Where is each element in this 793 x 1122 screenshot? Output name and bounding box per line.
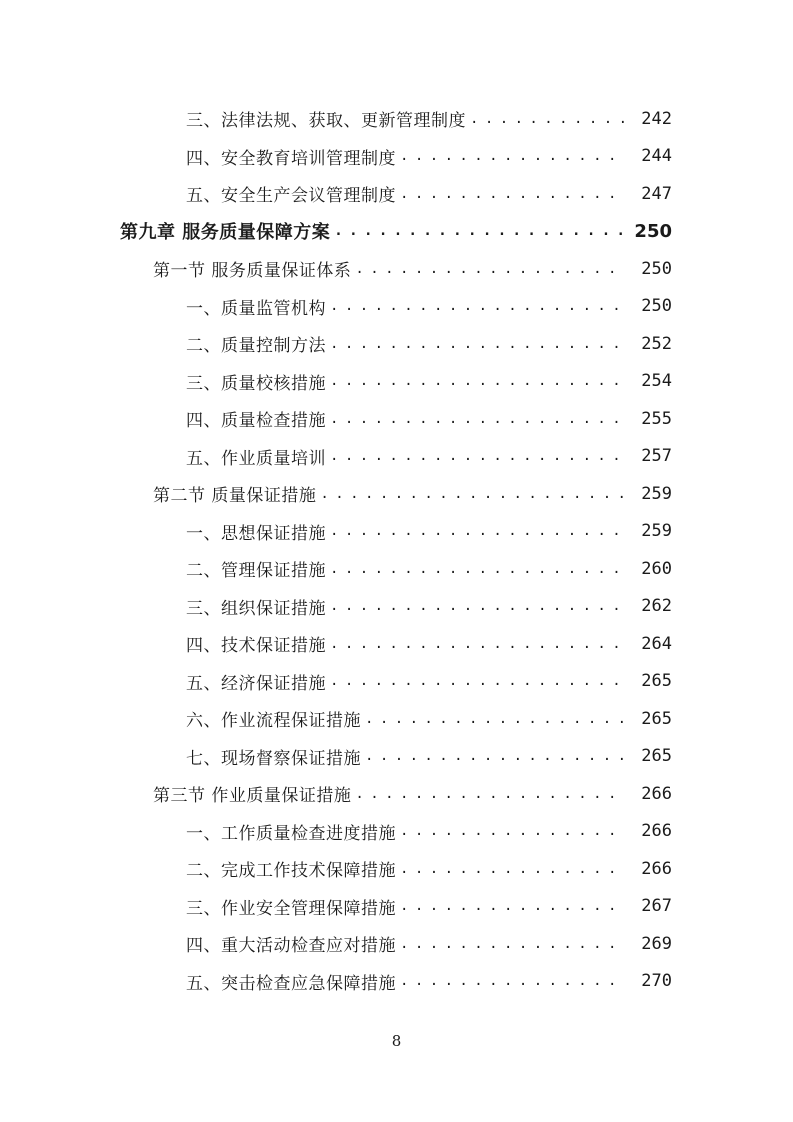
toc-entry-page: 250 [634, 220, 672, 242]
toc-entry-page: 269 [641, 933, 672, 954]
toc-entry-page: 267 [641, 896, 672, 917]
toc-chapter-entry[interactable] [0, 213, 793, 251]
toc-entry-title: 一、思想保证措施 [186, 523, 326, 544]
toc-entry-title: 第九章 服务质量保障方案 [120, 222, 331, 244]
toc-entry-title: 三、作业安全管理保障措施 [186, 898, 396, 919]
toc-dot-leader [365, 748, 626, 764]
toc-entry-page: 266 [641, 858, 672, 879]
toc-item-entry[interactable] [0, 325, 793, 363]
toc-entry-title: 二、完成工作技术保障措施 [186, 861, 396, 882]
toc-item-entry[interactable] [0, 850, 793, 888]
toc-entry-page: 270 [641, 971, 672, 992]
toc-entry-page: 259 [641, 483, 672, 504]
toc-dot-leader [330, 336, 626, 352]
toc-item-entry[interactable] [0, 513, 793, 551]
toc-dot-leader [330, 411, 626, 427]
toc-entry-title: 二、管理保证措施 [186, 561, 326, 582]
toc-entry-title: 四、技术保证措施 [186, 636, 326, 657]
toc-item-entry[interactable] [0, 550, 793, 588]
toc-item-entry[interactable] [0, 400, 793, 438]
toc-dot-leader [355, 261, 626, 277]
toc-entry-title: 四、重大活动检查应对措施 [186, 936, 396, 957]
toc-item-entry[interactable] [0, 738, 793, 776]
toc-entry-page: 250 [641, 296, 672, 317]
toc-item-entry[interactable] [0, 288, 793, 326]
table-of-contents [0, 100, 793, 1000]
toc-entry-title: 第一节 服务质量保证体系 [153, 261, 352, 282]
toc-dot-leader [400, 898, 626, 914]
toc-dot-leader [330, 523, 626, 539]
toc-entry-page: 244 [641, 146, 672, 167]
toc-entry-page: 247 [641, 183, 672, 204]
toc-dot-leader [400, 936, 626, 952]
toc-entry-title: 七、现场督察保证措施 [186, 748, 361, 769]
toc-entry-title: 五、作业质量培训 [186, 448, 326, 469]
toc-entry-title: 一、质量监管机构 [186, 298, 326, 319]
toc-dot-leader [330, 448, 626, 464]
toc-dot-leader [330, 561, 626, 577]
toc-item-entry[interactable] [0, 963, 793, 1001]
toc-entry-title: 第三节 作业质量保证措施 [153, 786, 352, 807]
toc-dot-leader [330, 373, 626, 389]
toc-item-entry[interactable] [0, 700, 793, 738]
toc-entry-page: 265 [641, 746, 672, 767]
toc-item-entry[interactable] [0, 138, 793, 176]
toc-item-entry[interactable] [0, 625, 793, 663]
toc-entry-title: 六、作业流程保证措施 [186, 711, 361, 732]
toc-entry-title: 三、法律法规、获取、更新管理制度 [186, 111, 466, 132]
toc-item-entry[interactable] [0, 100, 793, 138]
toc-dot-leader [330, 298, 626, 314]
toc-entry-title: 五、安全生产会议管理制度 [186, 186, 396, 207]
toc-item-entry[interactable] [0, 175, 793, 213]
toc-entry-title: 三、质量校核措施 [186, 373, 326, 394]
toc-item-entry[interactable] [0, 888, 793, 926]
toc-entry-title: 五、经济保证措施 [186, 673, 326, 694]
toc-entry-title: 五、突击检查应急保障措施 [186, 973, 396, 994]
toc-dot-leader [330, 673, 626, 689]
toc-dot-leader [400, 186, 626, 202]
toc-entry-page: 265 [641, 671, 672, 692]
toc-entry-title: 三、组织保证措施 [186, 598, 326, 619]
toc-section-entry[interactable] [0, 775, 793, 813]
toc-entry-page: 242 [641, 108, 672, 129]
toc-entry-page: 266 [641, 783, 672, 804]
toc-dot-leader [400, 823, 626, 839]
toc-entry-page: 255 [641, 408, 672, 429]
toc-entry-title: 一、工作质量检查进度措施 [186, 823, 396, 844]
toc-entry-page: 265 [641, 708, 672, 729]
page-number: 8 [391, 1032, 402, 1050]
toc-entry-page: 264 [641, 633, 672, 654]
toc-item-entry[interactable] [0, 813, 793, 851]
toc-entry-page: 260 [641, 558, 672, 579]
toc-entry-page: 250 [641, 258, 672, 279]
toc-dot-leader [400, 861, 626, 877]
toc-dot-leader [330, 636, 626, 652]
toc-dot-leader [400, 148, 626, 164]
toc-entry-page: 252 [641, 333, 672, 354]
toc-item-entry[interactable] [0, 363, 793, 401]
toc-item-entry[interactable] [0, 663, 793, 701]
toc-entry-title: 二、质量控制方法 [186, 336, 326, 357]
toc-entry-page: 259 [641, 521, 672, 542]
toc-dot-leader [320, 486, 626, 502]
toc-dot-leader [470, 111, 626, 127]
toc-entry-page: 262 [641, 596, 672, 617]
toc-section-entry[interactable] [0, 250, 793, 288]
toc-entry-page: 257 [641, 446, 672, 467]
toc-dot-leader [355, 786, 626, 802]
toc-entry-title: 四、安全教育培训管理制度 [186, 148, 396, 169]
toc-item-entry[interactable] [0, 438, 793, 476]
toc-dot-leader [400, 973, 626, 989]
toc-entry-page: 254 [641, 371, 672, 392]
toc-dot-leader [365, 711, 626, 727]
toc-item-entry[interactable] [0, 925, 793, 963]
toc-dot-leader [330, 598, 626, 614]
toc-entry-page: 266 [641, 821, 672, 842]
toc-entry-title: 第二节 质量保证措施 [153, 486, 317, 507]
toc-item-entry[interactable] [0, 588, 793, 626]
toc-section-entry[interactable] [0, 475, 793, 513]
toc-entry-title: 四、质量检查措施 [186, 411, 326, 432]
toc-dot-leader [334, 223, 626, 239]
